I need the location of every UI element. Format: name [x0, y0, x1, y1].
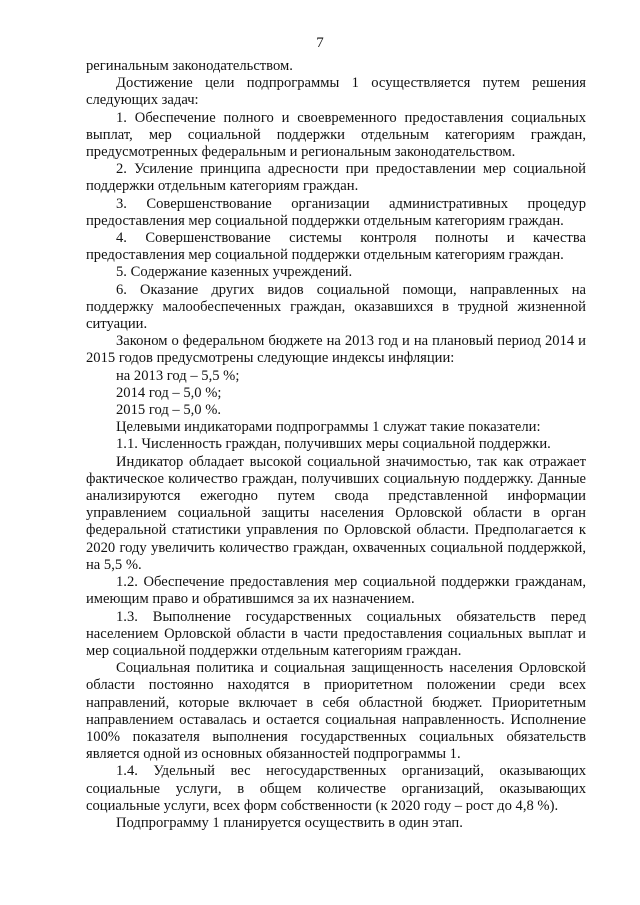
indicator-1-1-description: Индикатор обладает высокой социальной значимостью, так как отражает фактическое количество граждан, получивших социальную поддержку. Данные анализируются ежегодно путем свода представленной информации управлением социальной защиты населения Орловской области в орган федеральной статистики управления по Орловской области. Предполагается к 2020 году увеличить количество граждан, охваченных социальной поддержкой, на 5,5 %. [86, 453, 586, 573]
task-item-5: 5. Содержание казенных учреждений. [116, 264, 353, 281]
paragraph-stage: Подпрограмму 1 планируется осуществить в один этап. [116, 814, 463, 831]
inflation-2013: на 2013 год – 5,5 %; [116, 367, 240, 384]
indicator-1-2: 1.2. Обеспечение предоставления мер социальной поддержки гражданам, имеющим право и обратившимся за их назначением. [86, 574, 586, 608]
paragraph-continuation: регинальным законодательством. [86, 58, 293, 74]
document-body [86, 58, 586, 832]
inflation-2015: 2015 год – 5,0 %. [116, 402, 222, 419]
task-item-6: 6. Оказание других видов социальной помощи, направленных на поддержку малообеспеченных граждан, оказавшихся в трудной жизненной ситуации. [86, 281, 586, 333]
paragraph-goal-intro: Достижение цели подпрограммы 1 осуществляется путем решения следующих задач: [86, 75, 586, 109]
paragraph-indicators-intro: Целевыми индикаторами подпрограммы 1 служат такие показатели: [116, 419, 541, 436]
page-number: 7 [316, 35, 324, 51]
inflation-2014: 2014 год – 5,0 %; [116, 384, 222, 401]
task-item-3: 3. Совершенствование организации административных процедур предоставления мер социальной поддержки отдельным категориям граждан. [86, 195, 586, 229]
task-item-2: 2. Усиление принципа адресности при предоставлении мер социальной поддержки отдельным категориям граждан. [86, 161, 586, 195]
task-item-4: 4. Совершенствование системы контроля полноты и качества предоставления мер социальной поддержки отдельным категориям граждан. [86, 230, 586, 264]
paragraph-inflation-intro: Законом о федеральном бюджете на 2013 год и на плановый период 2014 и 2015 годов предусмотрены следующие индексы инфляции: [86, 333, 586, 367]
indicator-1-1: 1.1. Численность граждан, получивших меры социальной поддержки. [116, 436, 551, 453]
task-item-1: 1. Обеспечение полного и своевременного предоставления социальных выплат, мер социальной поддержки отдельным категориям граждан, предусмотренных федеральным и региональным законодательством. [86, 109, 586, 161]
indicator-1-4: 1.4. Удельный вес негосударственных организаций, оказывающих социальные услуги, в общем количестве организаций, оказывающих социальные услуги, всех форм собственности (к 2020 году – рост до 4,8 %). [86, 763, 586, 814]
indicator-1-3-description: Социальная политика и социальная защищенность населения Орловской области постоянно находятся в приоритетном положении среди всех направлений, которые включает в себя областной бюджет. Приоритетным направлением оставалась и остается социальная направленность. Исполнение 100% показателя выполнения государственных социальных обязательств является одной из основных обязанностей подпрограммы 1. [86, 660, 586, 763]
indicator-1-3: 1.3. Выполнение государственных социальных обязательств перед населением Орловской области в части предоставления социальных выплат и мер социальной поддержки отдельным категориям граждан. [86, 608, 586, 659]
